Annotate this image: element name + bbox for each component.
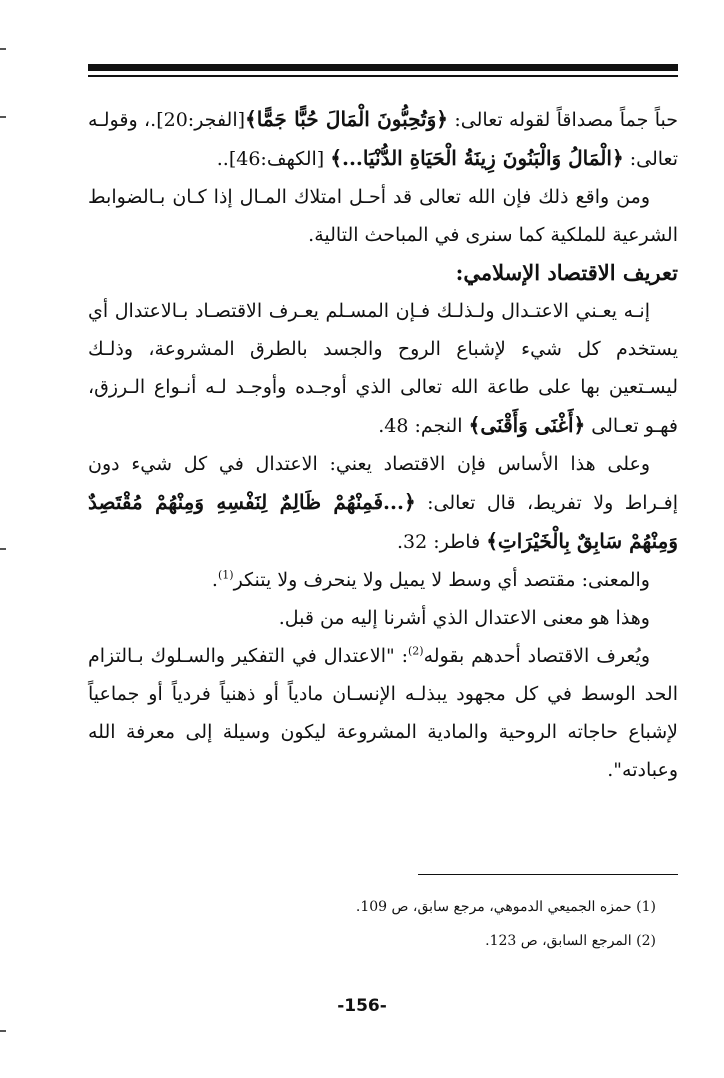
quran-quote: ﴿الْمَالُ وَالْبَنُونَ زِينَةُ الْحَيَاةِ الدُّنْيَا...﴾: [330, 146, 624, 170]
paragraph: [88, 178, 678, 254]
paragraph: [88, 445, 678, 561]
text-run: [الفجر:20].: [150, 109, 246, 131]
scan-edge-mark: [0, 116, 6, 118]
footnotes: [88, 890, 656, 958]
text-run: وهذا هو معنى الاعتدال الذي أشرنا إليه من قبل.: [278, 607, 650, 629]
text-run: والمعنى: مقتصد أي وسط لا يميل ولا ينحرف ولا يتنكر: [233, 569, 650, 591]
paragraph: [88, 292, 678, 445]
body-text: [88, 100, 678, 789]
footnote-2: (2) المرجع السابق، ص 123.: [485, 933, 656, 949]
text-run: فاطر: 32.: [397, 531, 487, 553]
scan-edge-mark: [0, 548, 6, 550]
footnote-separator: [418, 874, 678, 875]
text-run: وعلى هذا الأساس فإن الاقتصاد يعني: الاعتدال في كل شيء دون إفـراط ولا تفريط، قال تعالى:: [88, 453, 678, 514]
page-number: -156-: [337, 996, 387, 1016]
text-run: حباً جماً مصداقاً لقوله تعالى:: [447, 109, 678, 131]
text-run: ويُعرف الاقتصاد أحدهم بقوله: [423, 645, 650, 667]
text-run: إنـه يعـني الاعتـدال ولـذلـك فـإن المسـلم يعـرف الاقتصـاد بـالاعتدال أي يستخدم كل شيء لإشباع الروح والجسد بالطرق المشروعة، وذلـك ليسـتعين بها على طاعة الله تعالى الذي أوجـده وأوجـد لـه أنـواع الـرزق، فهـو تعـالى: [88, 300, 678, 437]
quran-quote: ﴿أَغْنَى وَأَقْنَى﴾: [468, 413, 586, 437]
text-run: ، وقولـه تعالى:: [88, 109, 678, 170]
footnote-ref: (2): [407, 644, 424, 658]
text-run: ومن واقع ذلك فإن الله تعالى قد أحـل امتلاك المـال إذا كـان بـالضوابط الشرعية للملكية كما سنرى في المباحث التالية.: [88, 186, 678, 246]
quran-quote: ﴿...فَمِنْهُمْ ظَالِمٌ لِنَفْسِهِ وَمِنْهُمْ مُقْتَصِدٌ وَمِنْهُمْ سَابِقٌ بِالْخَيْرَاتِ﴾: [88, 490, 678, 553]
footnote-ref: (1): [217, 568, 234, 582]
text-run: .: [211, 569, 218, 591]
text-run: : "الاعتدال في التفكير والسـلوك بـالتزام الحد الوسط في كل مجهود يبذلـه الإنسـان مادياً أو ذهنياً فردياً أو جماعياً لإشباع حاجاته الروحية والمادية المشروعة ليكون وسيلة إلى معرفة الله وعبادته".: [88, 645, 678, 781]
text-run: [الكهف:46]..: [216, 148, 331, 170]
footnote-1: (1) حمزه الجميعي الدموهي، مرجع سابق، ص 109.: [355, 899, 656, 915]
section-heading: [88, 254, 678, 292]
header-rule-thin: [88, 75, 678, 77]
text-run: تعريف الاقتصاد الإسلامي:: [455, 260, 678, 285]
scan-edge-mark: [0, 48, 6, 50]
header-rule-thick: [88, 64, 678, 71]
scan-edge-mark: [0, 1030, 6, 1032]
paragraph: [88, 100, 678, 178]
paragraph: [88, 561, 678, 599]
quran-quote: ﴿وَتُحِبُّونَ الْمَالَ حُبًّا جَمًّا﴾: [245, 107, 448, 131]
paragraph: [88, 637, 678, 789]
text-run: النجم: 48.: [378, 415, 469, 437]
paragraph: [88, 599, 678, 637]
